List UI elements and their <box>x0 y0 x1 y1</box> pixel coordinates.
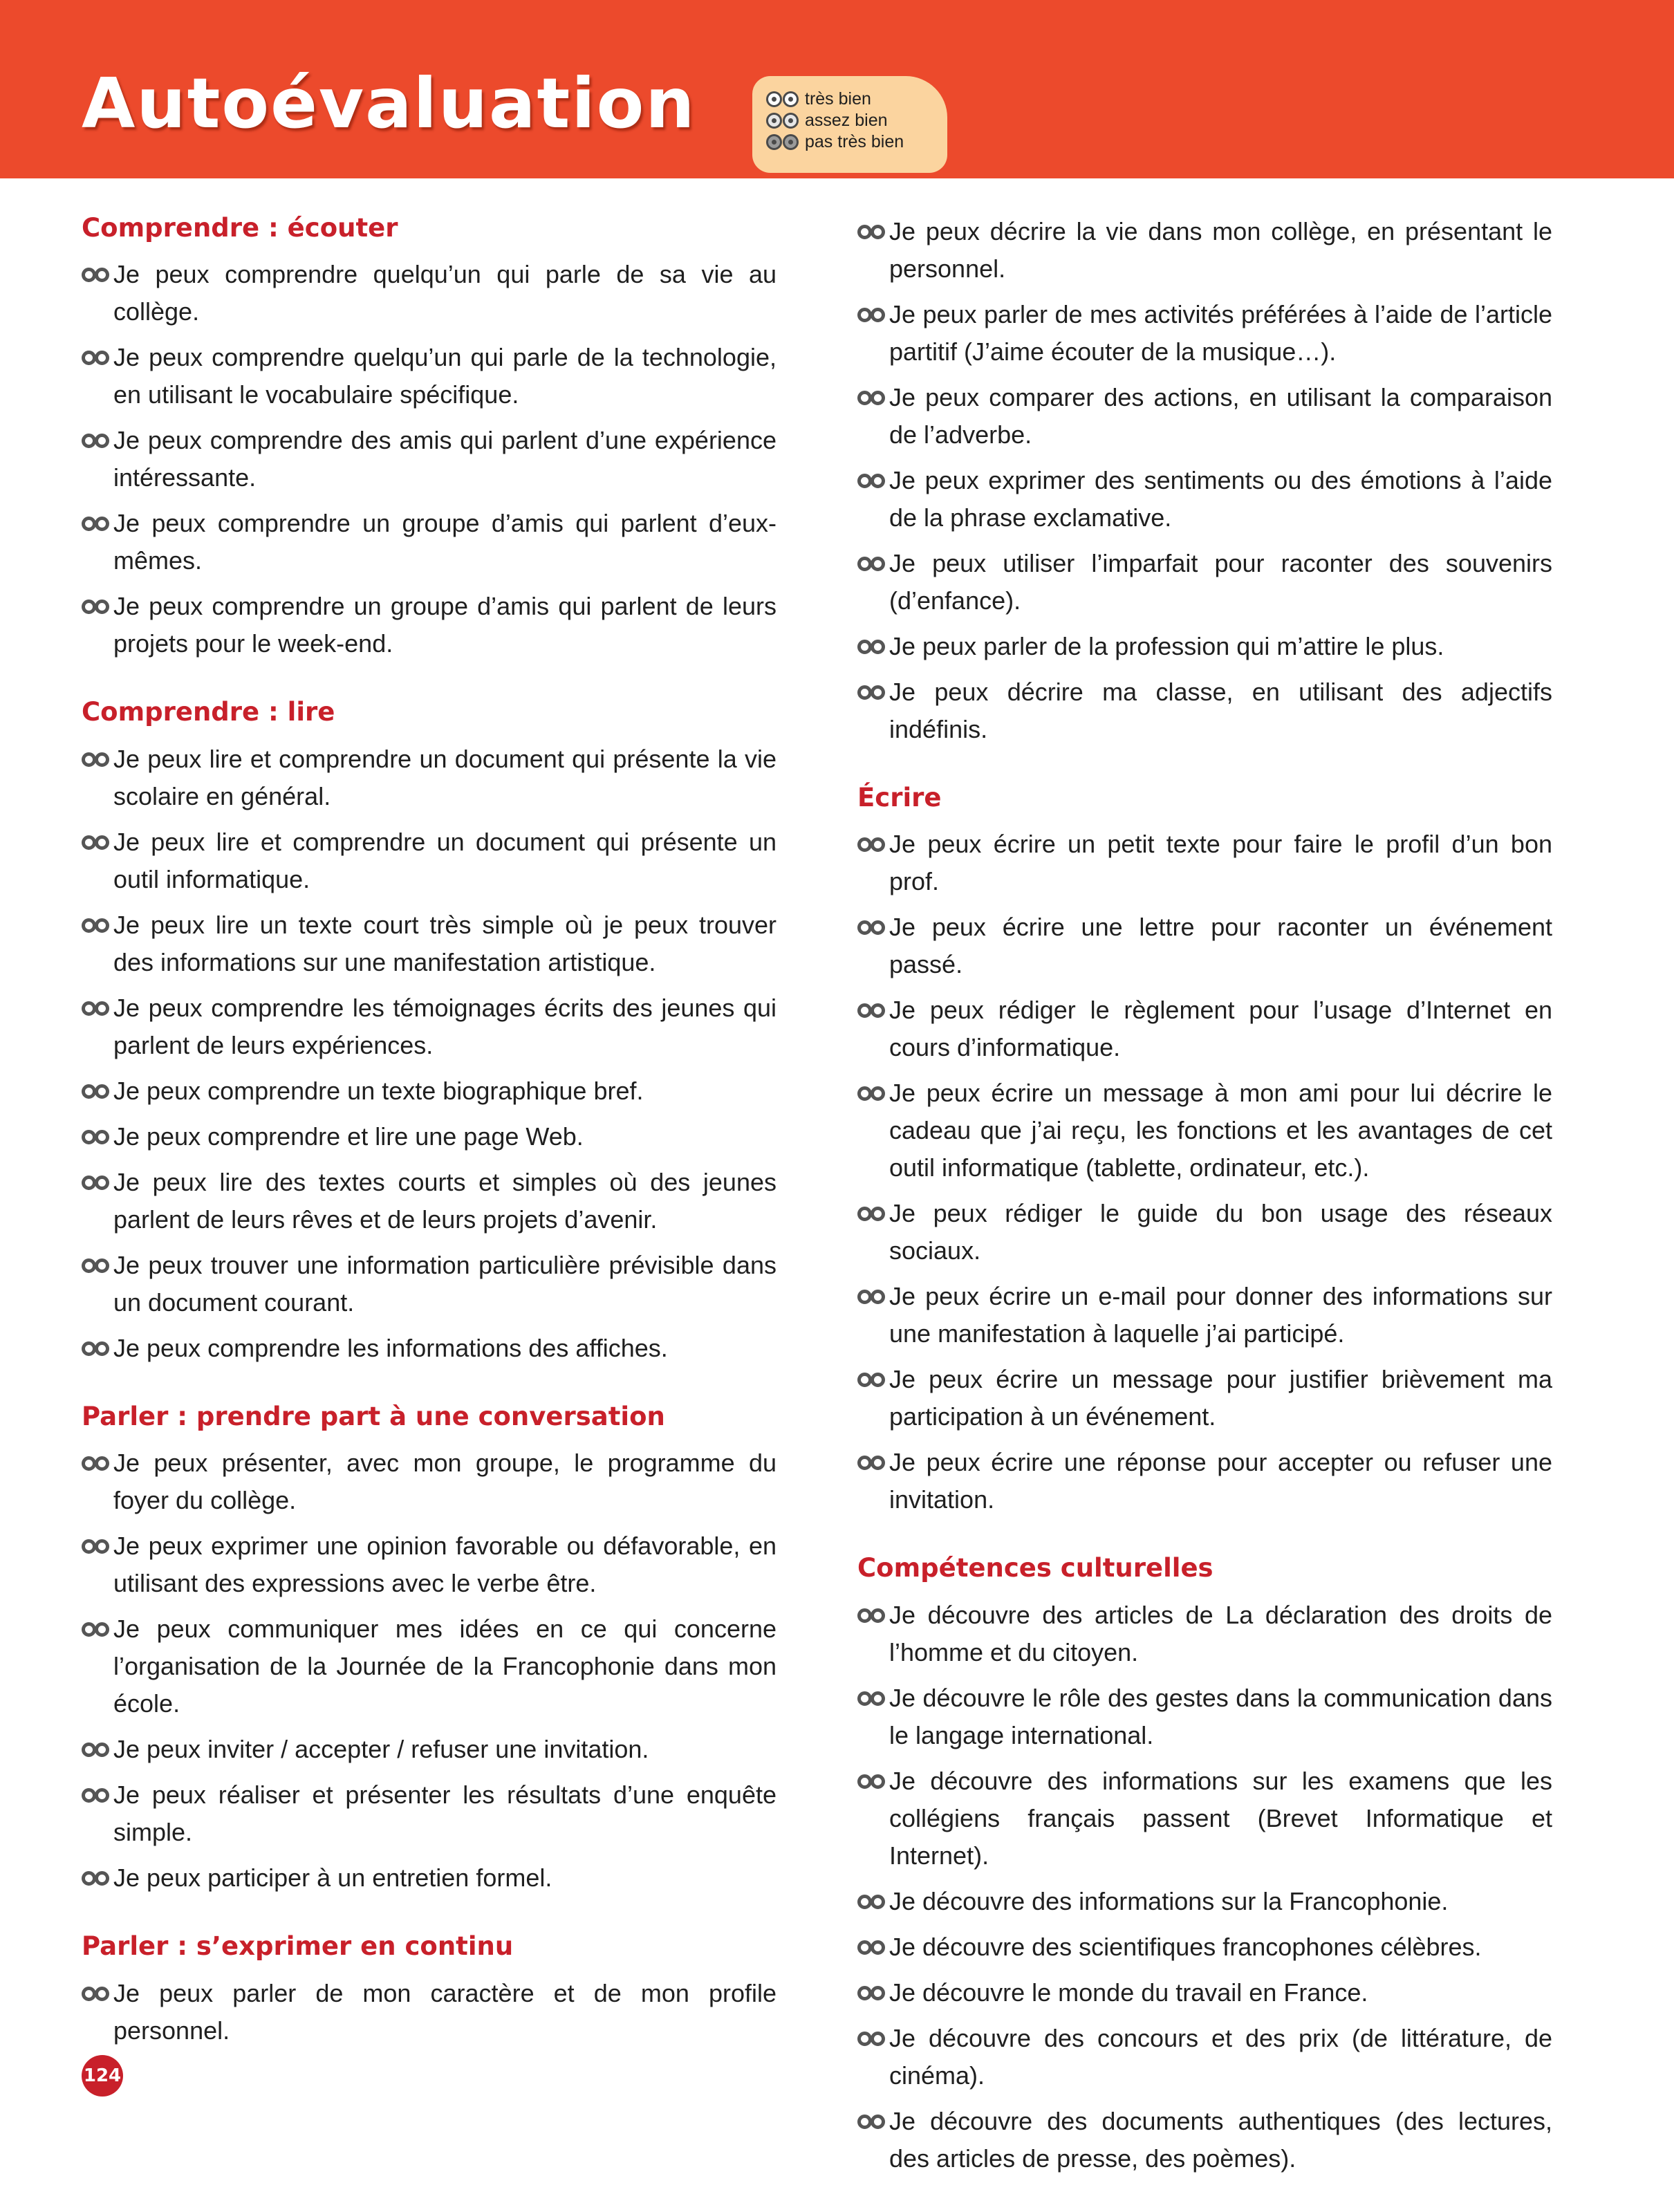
checklist-item <box>857 1928 1552 1966</box>
rings-icon <box>82 1175 108 1190</box>
rings-icon <box>857 1003 884 1018</box>
item-text: Je peux lire et comprendre un document qui présente un outil informatique. <box>113 827 776 893</box>
section <box>82 1931 776 2049</box>
checklist-item <box>82 907 776 981</box>
item-text: Je peux participer à un entretien formel. <box>113 1864 552 1893</box>
checklist-item <box>857 213 1552 288</box>
checklist-item <box>857 1883 1552 1920</box>
rings-icon <box>82 434 108 448</box>
legend-row-pas-tres-bien <box>766 131 947 153</box>
item-text: Je découvre des concours et des prix (de littérature, de cinéma). <box>889 2023 1552 2090</box>
rings-icon <box>82 517 108 531</box>
checklist-item <box>82 1975 776 2050</box>
checklist-item <box>857 1361 1552 1435</box>
item-text: Je peux décrire la vie dans mon collège, en présentant le personnel. <box>889 217 1552 283</box>
section <box>857 1553 1552 2177</box>
rings-icon <box>82 1539 108 1554</box>
section-title: Comprendre : lire <box>82 697 335 727</box>
rings-icon <box>857 2115 884 2129</box>
checklist-item <box>82 1444 776 1519</box>
item-text: Je peux écrire un petit texte pour faire le profil d’un bon prof. <box>889 830 1552 896</box>
legend-label: très bien <box>805 89 871 109</box>
rings-icon <box>82 1871 108 1886</box>
checklist-item <box>82 1330 776 1367</box>
checklist-item <box>857 1597 1552 1671</box>
checklist-item <box>857 296 1552 371</box>
rating-legend <box>752 76 947 173</box>
item-text: Je peux inviter / accepter / refuser une invitation. <box>113 1735 649 1764</box>
item-text: Je peux écrire une réponse pour accepter ou refuser une invitation. <box>889 1448 1552 1514</box>
rings-icon <box>82 351 108 365</box>
section <box>82 697 776 1366</box>
checklist-item <box>857 909 1552 983</box>
item-text: Je peux comprendre quelqu’un qui parle de la technologie, en utilisant le vocabulaire spécifique. <box>113 343 776 409</box>
item-text: Je peux écrire un e-mail pour donner des informations sur une manifestation à laquelle j’ai participé. <box>889 1282 1552 1348</box>
item-text: Je peux comprendre un groupe d’amis qui parlent de leurs projets pour le week-end. <box>113 592 776 658</box>
item-text: Je peux communiquer mes idées en ce qui concerne l’organisation de la Journée de la Francophonie dans mon école. <box>113 1615 776 1718</box>
rings-icon <box>857 685 884 700</box>
checklist-item <box>82 989 776 1064</box>
rings-icon <box>857 1207 884 1221</box>
page-title: Autoévaluation <box>82 63 696 144</box>
rings-icon <box>82 268 108 282</box>
section <box>857 783 1552 1518</box>
item-text: Je peux écrire un message à mon ami pour lui décrire le cadeau que j’ai reçu, les fonctions et les avantages de cet outil informatique (tablette, ordinateur, etc.). <box>889 1079 1552 1182</box>
item-text: Je peux réaliser et présenter les résultats d’une enquête simple. <box>113 1781 776 1847</box>
item-text: Je peux exprimer une opinion favorable ou défavorable, en utilisant des expressions avec le verbe être. <box>113 1532 776 1598</box>
item-text: Je découvre le monde du travail en France. <box>889 1978 1368 2007</box>
checklist-item <box>857 1278 1552 1353</box>
section <box>82 1402 776 1897</box>
rings-icon <box>82 1742 108 1757</box>
checklist-item <box>857 545 1552 620</box>
rings-icon <box>857 920 884 935</box>
item-text: Je peux écrire un message pour justifier brièvement ma participation à un événement. <box>889 1365 1552 1431</box>
checklist-item <box>82 1072 776 1110</box>
rings-icon <box>857 640 884 654</box>
rings-icon <box>857 1290 884 1304</box>
checklist-item <box>857 462 1552 537</box>
item-text: Je peux parler de mon caractère et de mon profile personnel. <box>113 1978 776 2045</box>
rings-icon <box>82 1987 108 2001</box>
checklist-item <box>82 1164 776 1238</box>
rings-icon <box>857 1086 884 1101</box>
checklist-item <box>857 1444 1552 1518</box>
item-text: Je peux comprendre un groupe d’amis qui parlent d’eux-mêmes. <box>113 509 776 575</box>
rings-icon <box>82 1258 108 1273</box>
checklist-item <box>857 628 1552 665</box>
rings-icon <box>82 1788 108 1803</box>
right-column <box>857 213 1552 2212</box>
item-text: Je découvre des informations sur les examens que les collégiens français passent (Brevet Informatique et Internet). <box>889 1766 1552 1870</box>
item-text: Je peux comprendre quelqu’un qui parle de sa vie au collège. <box>113 260 776 326</box>
rings-icon <box>857 1608 884 1623</box>
legend-label: pas très bien <box>805 132 904 151</box>
item-text: Je peux comprendre les témoignages écrits des jeunes qui parlent de leurs expériences. <box>113 993 776 1059</box>
item-text: Je découvre des informations sur la Francophonie. <box>889 1886 1449 1915</box>
checklist-item <box>82 339 776 413</box>
rings-icon <box>857 225 884 239</box>
rings-icon <box>82 1130 108 1144</box>
checklist-item <box>82 1610 776 1722</box>
section <box>857 213 1552 748</box>
checklist-item <box>857 992 1552 1066</box>
rings-icon <box>82 752 108 767</box>
page-number: 124 <box>82 2055 123 2097</box>
section-title: Compétences culturelles <box>857 1553 1213 1583</box>
legend-label: assez bien <box>805 111 888 130</box>
rings-icon <box>857 557 884 571</box>
item-text: Je peux parler de mes activités préférées à l’aide de l’article partitif (J’aime écouter de la musique…). <box>889 300 1552 366</box>
item-text: Je peux rédiger le règlement pour l’usage d’Internet en cours d’informatique. <box>889 996 1552 1062</box>
checklist-item <box>857 2020 1552 2094</box>
checklist-item <box>82 1776 776 1851</box>
checklist-item <box>82 1118 776 1155</box>
rings-icon <box>82 1341 108 1356</box>
rings-icon <box>82 918 108 933</box>
item-text: Je peux rédiger le guide du bon usage des réseaux sociaux. <box>889 1199 1552 1265</box>
item-text: Je peux utiliser l’imparfait pour raconter des souvenirs (d’enfance). <box>889 549 1552 615</box>
rings-icon <box>82 835 108 850</box>
checklist-item <box>82 588 776 662</box>
legend-row-assez-bien <box>766 110 947 131</box>
section-title: Comprendre : écouter <box>82 213 398 243</box>
rings-icon <box>857 1986 884 2000</box>
legend-row-tres-bien <box>766 89 947 110</box>
checklist-item <box>857 1974 1552 2011</box>
checklist-item <box>82 741 776 815</box>
checklist-item <box>857 673 1552 748</box>
checklist-item <box>857 1195 1552 1270</box>
section <box>82 213 776 662</box>
rings-icon <box>82 1456 108 1471</box>
two-rings-icon <box>766 91 799 107</box>
item-text: Je découvre des articles de La déclaration des droits de l’homme et du citoyen. <box>889 1600 1552 1666</box>
checklist-item <box>857 1075 1552 1187</box>
section-title: Parler : s’exprimer en continu <box>82 1931 514 1962</box>
checklist-item <box>82 422 776 496</box>
checklist-item <box>82 1247 776 1321</box>
item-text: Je peux décrire ma classe, en utilisant des adjectifs indéfinis. <box>889 678 1552 743</box>
rings-icon <box>857 1774 884 1789</box>
item-text: Je peux écrire une lettre pour raconter un événement passé. <box>889 913 1552 979</box>
item-text: Je découvre le rôle des gestes dans la communication dans le langage international. <box>889 1683 1552 1749</box>
rings-icon <box>82 1084 108 1099</box>
item-text: Je peux exprimer des sentiments ou des émotions à l’aide de la phrase exclamative. <box>889 466 1552 532</box>
rings-icon <box>857 2032 884 2046</box>
rings-icon <box>857 391 884 405</box>
checklist-item <box>857 1763 1552 1875</box>
checklist-item <box>82 1527 776 1602</box>
item-text: Je peux comprendre et lire une page Web. <box>113 1122 584 1151</box>
item-text: Je découvre des scientifiques francophones célèbres. <box>889 1932 1482 1961</box>
rings-icon <box>857 1456 884 1470</box>
checklist-item <box>82 256 776 331</box>
left-column <box>82 213 776 2084</box>
page-header <box>0 0 1674 178</box>
rings-icon <box>82 1001 108 1016</box>
section-title: Parler : prendre part à une conversation <box>82 1401 665 1431</box>
rings-icon <box>82 600 108 614</box>
item-text: Je peux trouver une information particulière prévisible dans un document courant. <box>113 1250 776 1317</box>
rings-icon <box>857 474 884 488</box>
item-text: Je peux lire des textes courts et simples où des jeunes parlent de leurs rêves et de leurs projets d’avenir. <box>113 1167 776 1234</box>
rings-icon <box>857 837 884 852</box>
rings-icon <box>857 1691 884 1706</box>
item-text: Je peux parler de la profession qui m’attire le plus. <box>889 632 1444 660</box>
two-rings-icon <box>766 113 799 129</box>
item-text: Je peux comprendre un texte biographique bref. <box>113 1076 644 1105</box>
checklist-item <box>82 824 776 898</box>
checklist-item <box>82 1859 776 1897</box>
checklist-item <box>857 2103 1552 2177</box>
checklist-item <box>857 379 1552 454</box>
rings-icon <box>857 1940 884 1955</box>
item-text: Je découvre des documents authentiques (des lectures, des articles de presse, des poèmes). <box>889 2106 1552 2173</box>
item-text: Je peux présenter, avec mon groupe, le programme du foyer du collège. <box>113 1449 776 1515</box>
item-text: Je peux comprendre les informations des affiches. <box>113 1333 668 1362</box>
two-rings-icon <box>766 134 799 150</box>
item-text: Je peux comprendre des amis qui parlent d’une expérience intéressante. <box>113 426 776 492</box>
item-text: Je peux comparer des actions, en utilisant la comparaison de l’adverbe. <box>889 383 1552 449</box>
checklist-item <box>857 1680 1552 1754</box>
rings-icon <box>82 1622 108 1637</box>
checklist-item <box>82 505 776 579</box>
rings-icon <box>857 308 884 322</box>
section-title: Écrire <box>857 783 942 812</box>
rings-icon <box>857 1895 884 1909</box>
checklist-item <box>82 1731 776 1768</box>
checklist-item <box>857 826 1552 900</box>
rings-icon <box>857 1373 884 1387</box>
item-text: Je peux lire et comprendre un document qui présente la vie scolaire en général. <box>113 744 776 810</box>
item-text: Je peux lire un texte court très simple où je peux trouver des informations sur une manifestation artistique. <box>113 910 776 976</box>
